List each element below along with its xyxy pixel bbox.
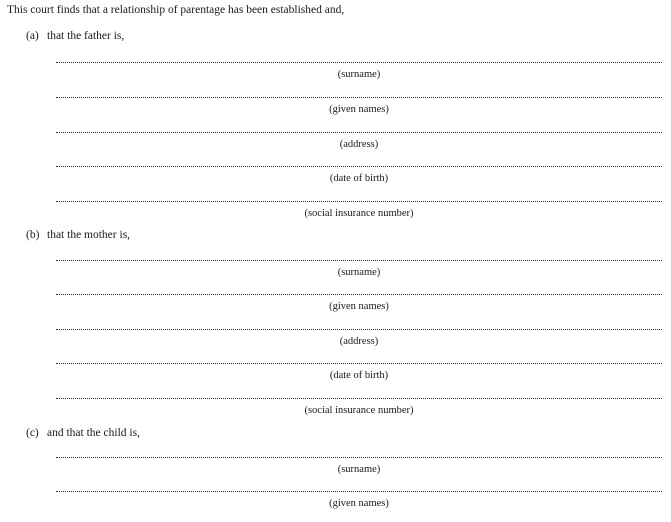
- father-surname-field[interactable]: [56, 62, 662, 84]
- fill-in-line[interactable]: [56, 97, 662, 100]
- fill-in-line[interactable]: [56, 491, 662, 494]
- mother-address-field[interactable]: [56, 329, 662, 351]
- mother-surname-caption: (surname): [337, 267, 381, 278]
- child-surname-caption: (surname): [337, 464, 381, 475]
- father-given-names-caption: (given names): [329, 104, 389, 115]
- father-date-of-birth-field[interactable]: [56, 166, 662, 188]
- father-given-names-field[interactable]: [56, 97, 662, 119]
- mother-sin-caption: (social insurance number): [304, 405, 414, 416]
- fill-in-line[interactable]: [56, 132, 662, 135]
- fill-in-line[interactable]: [56, 260, 662, 263]
- mother-given-names-field[interactable]: [56, 294, 662, 316]
- father-address-field[interactable]: [56, 132, 662, 154]
- mother-address-caption: (address): [339, 336, 379, 347]
- fill-in-line[interactable]: [56, 294, 662, 297]
- section-a-text: that the father is,: [47, 30, 125, 42]
- father-surname-caption: (surname): [337, 69, 381, 80]
- section-a-heading: [26, 29, 124, 43]
- father-sin-field[interactable]: [56, 201, 662, 223]
- intro-text: This court finds that a relationship of parentage has been established and,: [7, 4, 345, 16]
- fill-in-line[interactable]: [56, 329, 662, 332]
- mother-given-names-caption: (given names): [329, 301, 389, 312]
- father-date-of-birth-caption: (date of birth): [329, 173, 389, 184]
- fill-in-line[interactable]: [56, 62, 662, 65]
- section-b-marker: (b): [26, 229, 40, 241]
- child-given-names-field[interactable]: [56, 491, 662, 513]
- father-sin-caption: (social insurance number): [304, 208, 414, 219]
- fill-in-line[interactable]: [56, 201, 662, 204]
- child-surname-field[interactable]: [56, 457, 662, 479]
- mother-sin-field[interactable]: [56, 398, 662, 420]
- fill-in-line[interactable]: [56, 166, 662, 169]
- mother-surname-field[interactable]: [56, 260, 662, 282]
- section-b-heading: [26, 228, 130, 242]
- mother-date-of-birth-field[interactable]: [56, 363, 662, 385]
- section-c-text: and that the child is,: [47, 427, 140, 439]
- section-a-marker: (a): [26, 30, 39, 42]
- section-c-heading: [26, 426, 140, 440]
- father-address-caption: (address): [339, 139, 379, 150]
- section-b-text: that the mother is,: [47, 229, 131, 241]
- fill-in-line[interactable]: [56, 457, 662, 460]
- fill-in-line[interactable]: [56, 363, 662, 366]
- fill-in-line[interactable]: [56, 398, 662, 401]
- mother-date-of-birth-caption: (date of birth): [329, 370, 389, 381]
- child-given-names-caption: (given names): [329, 498, 389, 509]
- section-c-marker: (c): [26, 427, 39, 439]
